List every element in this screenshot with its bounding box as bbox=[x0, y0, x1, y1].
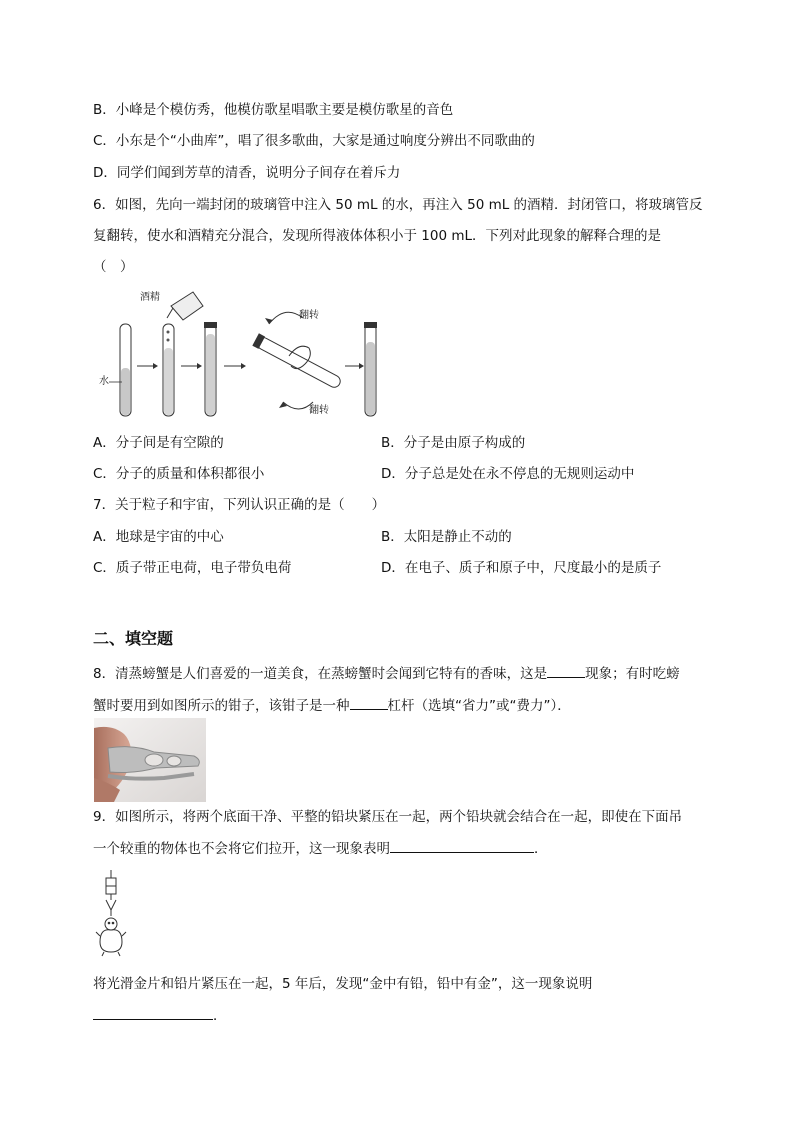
q8-blank-2 bbox=[350, 696, 388, 710]
nutcracker-photo bbox=[94, 718, 206, 802]
q6-option-d: D．分子总是处在永不停息的无规则运动中 bbox=[381, 466, 635, 482]
q6-answer-paren: （ ） bbox=[93, 259, 134, 275]
q6-option-a: A．分子间是有空隙的 bbox=[93, 435, 224, 451]
q10-line1: 将光滑金片和铅片紧压在一起，5 年后，发现“金中有铅，铅中有金”，这一现象说明 bbox=[93, 976, 593, 992]
tube-1 bbox=[120, 324, 131, 416]
q10-blank bbox=[93, 1006, 213, 1020]
q7-option-a: A．地球是宇宙的中心 bbox=[93, 529, 224, 545]
tube-3 bbox=[204, 322, 217, 416]
q9-line1: 9．如图所示，将两个底面干净、平整的铅块紧压在一起，两个铅块就会结合在一起，即使在下面吊 bbox=[93, 809, 683, 825]
q8-text-d: 杠杆（选填“省力”或“费力”）． bbox=[387, 698, 571, 714]
label-flip-bottom: 翻转 bbox=[309, 405, 329, 416]
weight-icon bbox=[96, 918, 126, 956]
q7-stem: 7．关于粒子和宇宙，下列认识正确的是（ ） bbox=[93, 497, 386, 513]
q5-option-c: C．小东是个“小曲库”，唱了很多歌曲，大家是通过响度分辨出不同歌曲的 bbox=[93, 133, 535, 149]
label-alcohol: 酒精 bbox=[140, 292, 160, 303]
q7-option-c: C．质子带正电荷，电子带负电荷 bbox=[93, 560, 292, 576]
q6-option-c: C．分子的质量和体积都很小 bbox=[93, 466, 265, 482]
label-flip-top: 翻转 bbox=[299, 310, 319, 321]
q9-blank bbox=[390, 839, 534, 853]
q6-test-tube-figure bbox=[93, 284, 393, 424]
q9-line2 bbox=[93, 839, 548, 858]
tilted-tube bbox=[252, 333, 342, 390]
q10-line2 bbox=[93, 1006, 227, 1025]
q7-option-d: D．在电子、质子和原子中，尺度最小的是质子 bbox=[381, 560, 662, 576]
q9-text-b: ． bbox=[534, 841, 548, 857]
q6-stem-line1: 6．如图，先向一端封闭的玻璃管中注入 50 mL 的水，再注入 50 mL 的酒精．封闭管口，将玻璃管反 bbox=[93, 197, 703, 213]
section-title: 二、填空题 bbox=[93, 629, 174, 648]
lead-blocks-figure bbox=[94, 870, 134, 960]
tube-2 bbox=[163, 324, 174, 416]
q5-option-b: B．小峰是个模仿秀，他模仿歌星唱歌主要是模仿歌星的音色 bbox=[93, 102, 454, 118]
q10-end: ． bbox=[213, 1008, 227, 1024]
label-water: 水 bbox=[99, 376, 109, 387]
q9-text-a: 一个较重的物体也不会将它们拉开，这一现象表明 bbox=[93, 841, 390, 857]
q6-option-b: B．分子是由原子构成的 bbox=[381, 435, 526, 451]
q5-option-d: D．同学们闻到芳草的清香，说明分子间存在着斥力 bbox=[93, 165, 401, 181]
q8-blank-1 bbox=[547, 664, 585, 678]
q8-text-b: 现象；有时吃螃 bbox=[585, 666, 680, 682]
beaker-icon bbox=[167, 292, 203, 320]
q8-line2 bbox=[93, 696, 571, 715]
tube-5 bbox=[364, 322, 377, 416]
q7-option-b: B．太阳是静止不动的 bbox=[381, 529, 512, 545]
q6-stem-line2: 复翻转，使水和酒精充分混合，发现所得液体体积小于 100 mL．下列对此现象的解释合理的是 bbox=[93, 228, 662, 244]
q8-line1 bbox=[93, 664, 680, 683]
q8-text-a: 8．清蒸螃蟹是人们喜爱的一道美食，在蒸螃蟹时会闻到它特有的香味，这是 bbox=[93, 666, 548, 682]
q8-text-c: 蟹时要用到如图所示的钳子，该钳子是一种 bbox=[93, 698, 350, 714]
